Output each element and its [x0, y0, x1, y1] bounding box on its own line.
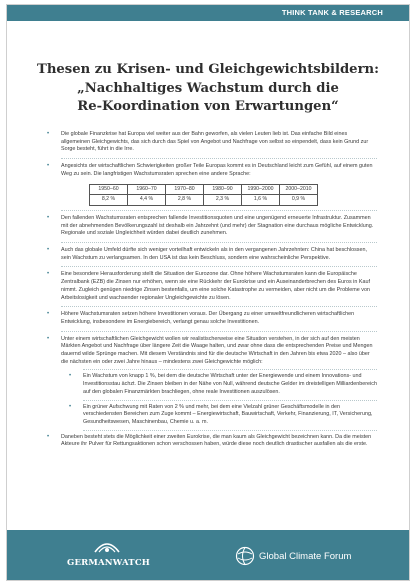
divider [61, 331, 377, 332]
bullet-icon: • [47, 271, 50, 278]
rate-cell: 0,9 % [280, 195, 318, 206]
bullet-icon: • [47, 311, 50, 318]
period-cell: 1990–2000 [242, 184, 280, 195]
bullet-icon: • [47, 433, 50, 440]
document-page [6, 4, 410, 581]
divider [61, 266, 377, 267]
title-line-3: Re-Koordination von Erwartungen“ [77, 99, 339, 114]
bullet-item [47, 131, 377, 154]
bullet-icon: • [47, 131, 50, 137]
divider [83, 369, 377, 370]
divider [61, 210, 377, 211]
rate-cell: 2,3 % [204, 195, 242, 206]
bullet-item [47, 163, 377, 206]
divider [83, 400, 377, 401]
divider [61, 306, 377, 307]
rate-cell: 8,2 % [90, 195, 128, 206]
bullet-icon: • [47, 335, 50, 342]
growth-rate-table [89, 184, 318, 206]
period-cell: 1970–80 [166, 184, 204, 195]
rate-cell: 4,4 % [128, 195, 166, 206]
bullet-item [47, 434, 377, 449]
rate-cell: 2,8 % [166, 195, 204, 206]
header-bar [7, 5, 409, 21]
bullet-text: Eine besondere Herausforderung stellt die Situation der Eurozone dar. Ohne höhere Wachstumsraten kann die Europäische Zentralbank (EZB) die Zinsen nur erhöhen, wenn sie eine Rückkehr der Eurokrise und ein Auseinanderbrechen des Euros in Kauf nimmt. Zugleich genügen niedrige Zinsen bestenfalls, um eine solche Katastrophe zu vermeiden, aber nicht um die Probleme von Arbeitslosigkeit und wachsender regionaler Ungleichgewichte zu lösen. [61, 271, 370, 301]
bullet-item [47, 311, 377, 326]
bullet-text: Daneben besteht stets die Möglichkeit einer zweiten Eurokrise, die man kaum als Gleichgewicht bezeichnen kann. Da die meisten Akteure ihr Pulver für Rettungsaktionen schon verschossen haben, würde diese noch deutlich drastischer ausfallen als die erste. [61, 433, 372, 448]
footer-bar [7, 530, 409, 580]
globe-icon [235, 546, 255, 566]
germanwatch-wordmark: GERMANWATCH [67, 558, 151, 568]
sub-bullet-item [69, 404, 377, 427]
bullet-item [47, 215, 377, 238]
document-title [23, 61, 393, 117]
bullet-text: Auch das globale Umfeld dürfte sich weniger vorteilhaft entwickeln als in den vergangenen Jahrzehnten: China hat beschlossen, sein Wachstum zu verlangsamen. In den USA ist das kein Beschluss, sondern eine wahrscheinliche Perspektive. [61, 247, 367, 261]
period-cell: 2000–2010 [280, 184, 318, 195]
bullet-item [47, 336, 377, 431]
bullet-text: Höhere Wachstumsraten setzen höhere Investitionen voraus. Der Übergang zu einer umweltfreundlicheren wirtschaftlichen Entwicklung, insbesondere im Energiebereich, verlangt genau solche Investitionen. [61, 311, 355, 325]
bullet-icon: • [69, 373, 72, 380]
divider [61, 158, 377, 159]
bullet-text: Die globale Finanzkrise hat Europa viel weiter aus der Bahn geworfen, als vielen Leuten lieb ist. Das einfache Bild eines allgemeinen Gleichgewichts, das sich durch das Spiel von Angebot und Nachfrage von selbst so einpendelt, dass kein Grund zur Sorge besteht, führt in die Irre. [61, 131, 369, 153]
table-row-rates [90, 195, 318, 206]
bullet-icon: • [47, 163, 50, 170]
sub-bullet-text: Ein Wachstum von knapp 1 %, bei dem die deutsche Wirtschaft unter der Energiewende und einem Innovations- und Investitionsstau ächzt. Die Zinsen bleiben in der Nähe von Null, während deutsche Gelder im dreistelligen Milliardenbereich auf den globalen Finanzmärkten brachliegen, ohne reale Investitionen auszulösen. [83, 373, 377, 395]
divider [61, 242, 377, 243]
table-row-periods [90, 184, 318, 195]
bullet-list [47, 131, 377, 449]
content [47, 131, 377, 449]
bullet-icon: • [69, 403, 72, 410]
period-cell: 1950–60 [90, 184, 128, 195]
sub-bullet-item [69, 373, 377, 396]
bullet-text: Unter einem wirtschaftlichen Gleichgewicht wollen wir realistischerweise eine Situation verstehen, in der sich auf den meisten Märkten Angebot und Nachfrage über längere Zeit die Waage halten, und zwar ohne dass die entsprechenden Preise und Mengen dauernd wilde Sprünge machen. Mit diesem Verständnis sind für die deutsche Wirtschaft in den Jahren bis etwa 2020 – also über die nächsten ein oder zwei Jahre hinaus – mindestens zwei Gleichgewichte möglich: [61, 335, 373, 365]
rate-cell: 1,6 % [242, 195, 280, 206]
bullet-item [47, 247, 377, 262]
sub-bullet-list [69, 369, 377, 430]
sub-bullet-text: Ein grüner Aufschwung mit Raten von 2 % und mehr, bei dem eine Vielzahl grüner Geschäftsmodelle in den verschiedensten Bereichen zum Zuge kommt – Energiewirtschaft, Bauwirtschaft, Verkehr, Finanzierung, IT, Versicherung, Gesundheitswesen, Maschinenbau, Chemie u. a. m. [83, 403, 373, 425]
bullet-icon: • [47, 214, 50, 221]
bullet-text: Angesichts der wirtschaftlichen Schwierigkeiten großer Teile Europas kommt es in Deutschland leicht zum Gefühl, auf einem guten Weg zu sein. Die langfristigen Wachstumsraten sprechen eine andere Sprache: [61, 163, 373, 177]
divider [83, 430, 377, 431]
period-cell: 1960–70 [128, 184, 166, 195]
bullet-icon: • [47, 247, 50, 254]
bullet-text: Den fallenden Wachstumsraten entsprechen fallende Investitionsquoten und eine ungenügend erneuerte Infrastruktur. Zusammen mit der abnehmenden Bevölkerungszahl ist deshalb ein Jahrzehnt (und mehr) der Stagnation eine durchaus mögliche Entwicklung. Regionale und soziale Ungleichheit würden dabei deutlich zunehmen. [61, 214, 374, 237]
header-label: THINK TANK & RESEARCH [281, 8, 383, 17]
title-line-1: Thesen zu Krisen- und Gleichgewichtsbildern: [37, 62, 379, 77]
bullet-item [47, 271, 377, 302]
period-cell: 1980–90 [204, 184, 242, 195]
germanwatch-emblem-icon [93, 540, 121, 554]
title-line-2: „Nachhaltiges Wachstum durch die [77, 80, 339, 96]
global-climate-forum-wordmark: Global Climate Forum [259, 551, 352, 562]
germanwatch-logo [67, 540, 151, 572]
